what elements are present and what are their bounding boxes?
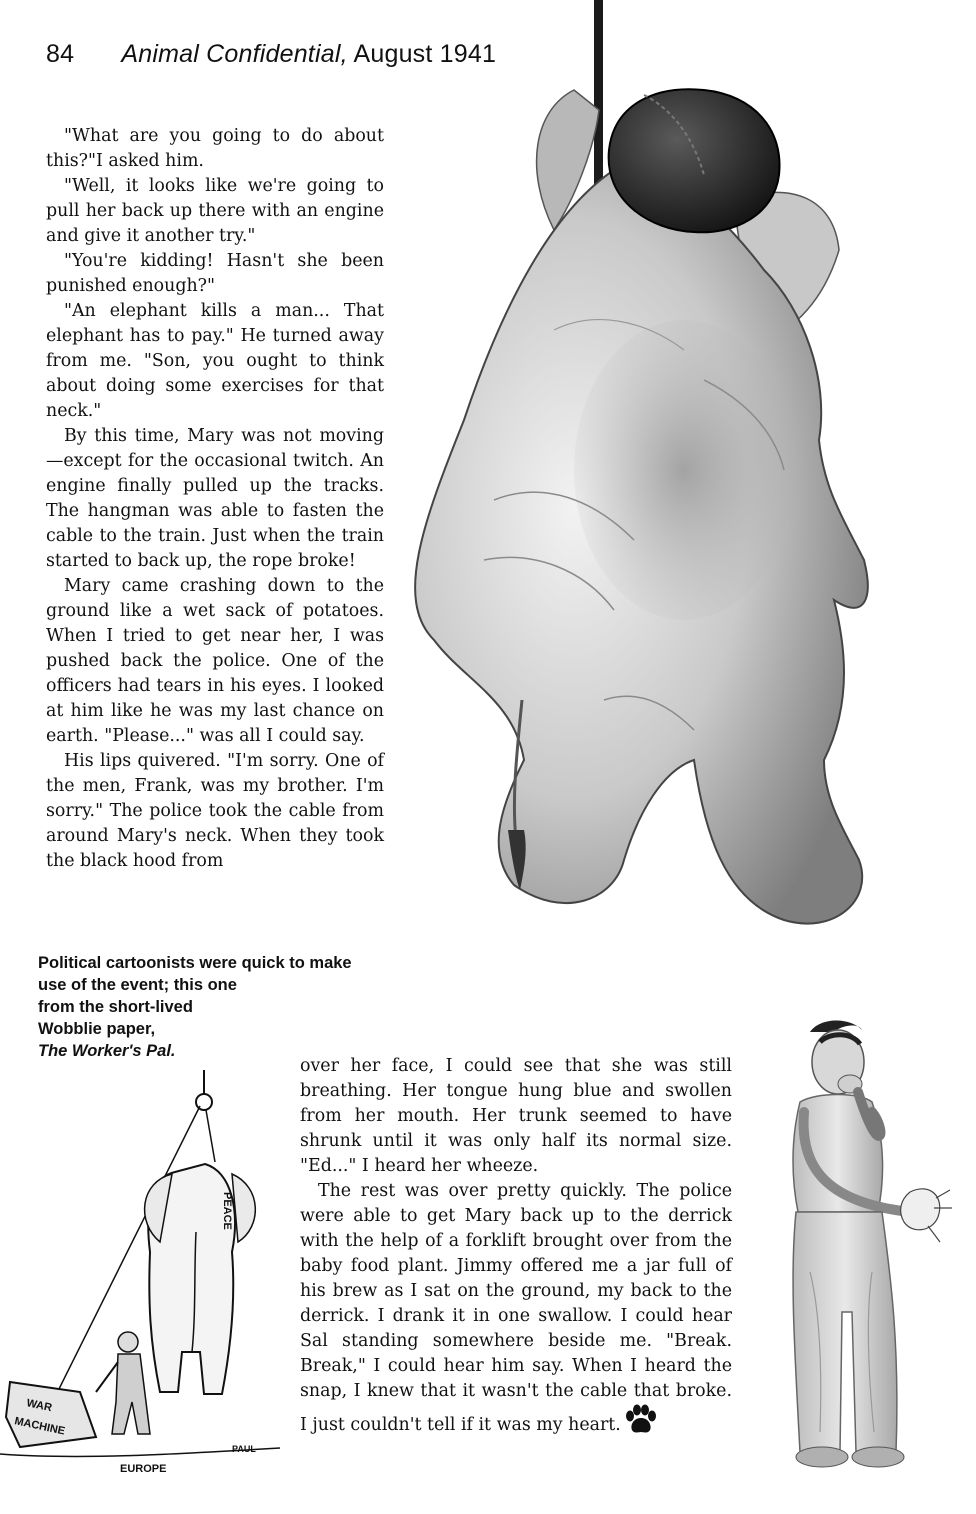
hanging-elephant-illustration [404, 0, 964, 950]
caption-paper-title: The Worker's Pal. [38, 1042, 176, 1060]
paragraph: His lips quivered. "I'm sorry. One of the men, Frank, was my brother. I'm sorry." The police took the cable from around Mary's neck. When they took the black hood from [46, 751, 384, 871]
paragraph: "What are you going to do about this?"I asked him. [46, 126, 384, 171]
final-paragraph [300, 1179, 732, 1438]
cartoon-machine-label: MACHINE [13, 1415, 67, 1438]
caption-line: Wobblie paper, [38, 1020, 156, 1038]
final-paragraph-text: The rest was over pretty quickly. The police were able to get Mary back up to the derrick with the help of a forklift brought over from the baby food plant. Jimmy offered me a jar full of his brew as I sat on the ground, my back to the derrick. I drank it in one swallow. I could hear Sal standing somewhere beside me. "Break. Break," I could hear him say. When I heard the snap, I knew that it wasn't the cable that broke. I just couldn't tell if it was my heart. [300, 1181, 732, 1435]
cartoon-caption [38, 952, 408, 1062]
caption-line: Political cartoonists were quick to make [38, 954, 352, 972]
paragraph: over her face, I could see that she was still breathing. Her tongue hung blue and swollen from her mouth. Her trunk seemed to have shrunk until it was only half its normal size. "Ed..." I heard her wheeze. [300, 1056, 732, 1176]
cartoon-peace-label: PEACE [221, 1192, 233, 1230]
article-column-two [300, 1054, 732, 1438]
paragraph: "You're kidding! Hasn't she been punished enough?" [46, 251, 384, 296]
paragraph: By this time, Mary was not moving—except for the occasional twitch. An engine finally pulled up the tracks. The hangman was able to fasten the cable to the train. Just when the train started to back up, the rope broke! [46, 426, 384, 571]
political-cartoon-illustration [0, 1062, 300, 1482]
caption-line: use of the event; this one [38, 976, 237, 994]
paw-print-icon [623, 1404, 657, 1436]
man-illustration [760, 1012, 960, 1482]
issue-date: August 1941 [353, 40, 497, 68]
cartoon-war-label: WAR [25, 1397, 53, 1415]
paragraph: "Well, it looks like we're going to pull her back up there with an engine and give it another try." [46, 176, 384, 246]
publication-title: Animal Confidential, [121, 40, 348, 68]
caption-line: from the short-lived [38, 998, 193, 1016]
cartoon-artist-signature: PAUL [232, 1444, 256, 1454]
cartoon-europe-label: EUROPE [120, 1463, 167, 1475]
paragraph: Mary came crashing down to the ground like a wet sack of potatoes. When I tried to get near her, I was pushed back the police. One of the officers had tears in his eyes. I looked at him like he was my last chance on earth. "Please..." was all I could say. [46, 576, 384, 746]
paragraph: "An elephant kills a man... That elephant has to pay." He turned away from me. "Son, you ought to think about doing some exercises for that neck." [46, 301, 384, 421]
article-column-one [46, 124, 384, 874]
page-number: 84 [46, 40, 75, 68]
